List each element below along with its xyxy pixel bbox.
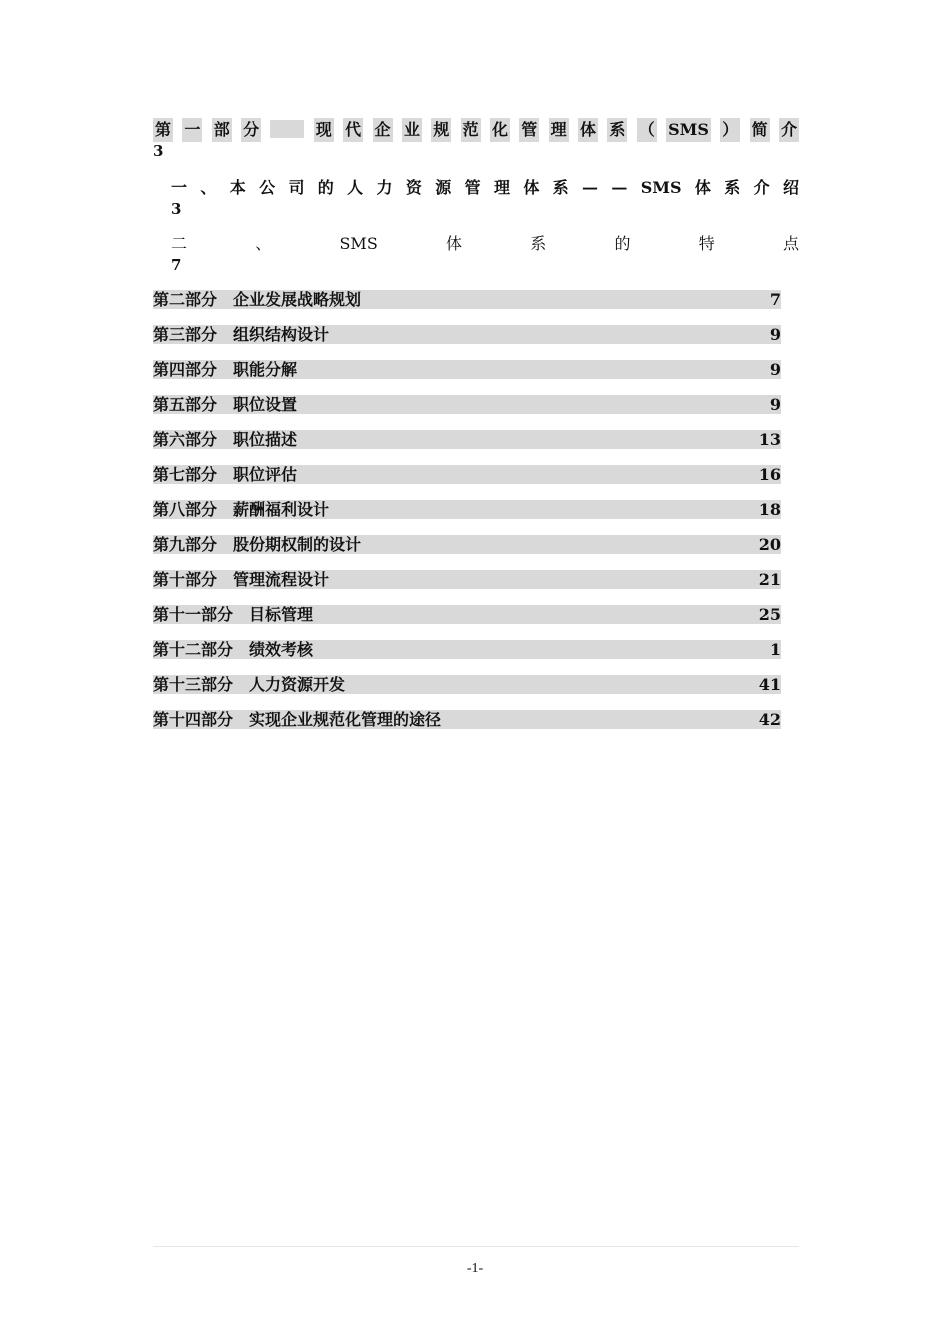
toc-char: — [611, 178, 628, 197]
toc-part-list [153, 290, 799, 729]
toc-char: 业 [402, 118, 422, 142]
toc-char: 现 [314, 118, 334, 142]
toc-char: ） [720, 118, 740, 142]
toc-char: 简 [750, 118, 770, 142]
toc-entry-title: 第十一部分 目标管理 [153, 605, 314, 624]
toc-entry-part-12[interactable] [153, 640, 781, 659]
toc-char: 、 [200, 178, 217, 197]
footer-page-number: -1- [466, 1261, 484, 1276]
toc-char: 部 [212, 118, 232, 142]
toc-page-number: 9 [769, 395, 781, 414]
toc-char: 化 [490, 118, 510, 142]
toc-char: 体 [523, 178, 540, 197]
toc-entry-title: 第二部分 企业发展战略规划 [153, 290, 362, 309]
toc-char: 管 [464, 178, 481, 197]
toc-entry-title: 第十三部分 人力资源开发 [153, 675, 346, 694]
toc-page-number: 20 [758, 535, 781, 554]
toc-entry-title: 第四部分 职能分解 [153, 360, 298, 379]
toc-char: 体 [694, 178, 711, 197]
toc-char: 体 [578, 118, 598, 142]
toc-entry-title: 第七部分 职位评估 [153, 465, 298, 484]
toc-page-number: 1 [769, 640, 781, 659]
toc-char: 点 [782, 234, 799, 253]
toc-char: 管 [519, 118, 539, 142]
toc-entry-title: 第十二部分 绩效考核 [153, 640, 314, 659]
toc-subentry-2[interactable] [171, 232, 799, 274]
toc-char: 本 [229, 178, 246, 197]
toc-char: 代 [343, 118, 363, 142]
toc-page-number: 25 [758, 605, 781, 624]
toc-char: 力 [376, 178, 393, 197]
toc-char: 理 [493, 178, 510, 197]
toc-page-number: 9 [769, 360, 781, 379]
toc-page-number: 16 [758, 465, 781, 484]
toc-char: 系 [552, 178, 569, 197]
toc-entry-part-6[interactable] [153, 430, 781, 449]
toc-entry-part-14[interactable] [153, 710, 781, 729]
toc-subentry-1-title [171, 176, 799, 200]
toc-entry-title: 第八部分 薪酬福利设计 [153, 500, 330, 519]
toc-page-number: 42 [758, 710, 781, 729]
footer-divider [153, 1246, 799, 1247]
toc-char: 人 [347, 178, 364, 197]
toc-char: 体 [446, 234, 463, 253]
toc-char: 企 [373, 118, 393, 142]
toc-char: 特 [698, 234, 715, 253]
toc-entry-part-1[interactable] [153, 118, 799, 160]
toc-char: 系 [724, 178, 741, 197]
toc-page-number: 7 [769, 290, 781, 309]
toc-char: SMS [666, 118, 711, 142]
toc-char: 范 [461, 118, 481, 142]
toc-char: 理 [549, 118, 569, 142]
toc-char: （ [637, 118, 657, 142]
toc-char: 绍 [782, 178, 799, 197]
table-of-contents [153, 116, 799, 745]
toc-subentry-2-title [171, 232, 799, 256]
toc-char: 一 [182, 118, 202, 142]
toc-char: 一 [171, 178, 188, 197]
toc-entry-title: 第五部分 职位设置 [153, 395, 298, 414]
toc-page-number: 41 [758, 675, 781, 694]
toc-entry-title: 第六部分 职位描述 [153, 430, 298, 449]
toc-char: 资 [405, 178, 422, 197]
toc-char: — [582, 178, 599, 197]
toc-page-number: 18 [758, 500, 781, 519]
toc-page-number: 9 [769, 325, 781, 344]
toc-subentry-1[interactable] [171, 176, 799, 218]
toc-char: SMS [640, 178, 682, 197]
toc-entry-title: 第十四部分 实现企业规范化管理的途径 [153, 710, 442, 729]
toc-char: 的 [614, 234, 631, 253]
toc-char: 系 [607, 118, 627, 142]
toc-entry-part-2[interactable] [153, 290, 781, 309]
toc-entry-part-13[interactable] [153, 675, 781, 694]
toc-char: 、 [255, 234, 272, 253]
toc-entry-title: 第三部分 组织结构设计 [153, 325, 330, 344]
toc-entry-part-7[interactable] [153, 465, 781, 484]
toc-char: SMS [339, 234, 378, 253]
toc-gap [270, 120, 304, 138]
toc-char: 的 [317, 178, 334, 197]
toc-char: 规 [431, 118, 451, 142]
toc-page-number: 7 [171, 256, 182, 274]
toc-char: 系 [530, 234, 547, 253]
toc-entry-part-10[interactable] [153, 570, 781, 589]
toc-entry-part-5[interactable] [153, 395, 781, 414]
toc-char: 司 [288, 178, 305, 197]
toc-char: 分 [241, 118, 261, 142]
toc-entry-part-11[interactable] [153, 605, 781, 624]
toc-entry-part-1-title [153, 118, 799, 142]
toc-page-number: 21 [758, 570, 781, 589]
toc-char: 介 [753, 178, 770, 197]
toc-char: 介 [779, 118, 799, 142]
toc-entry-part-3[interactable] [153, 325, 781, 344]
toc-entry-title: 第九部分 股份期权制的设计 [153, 535, 362, 554]
toc-char: 源 [435, 178, 452, 197]
toc-page-number: 3 [171, 200, 182, 218]
toc-entry-part-9[interactable] [153, 535, 781, 554]
toc-page-number: 13 [758, 430, 781, 449]
toc-char: 二 [171, 234, 188, 253]
toc-char: 公 [259, 178, 276, 197]
toc-entry-title: 第十部分 管理流程设计 [153, 570, 330, 589]
toc-page-number: 3 [153, 142, 164, 160]
toc-entry-part-8[interactable] [153, 500, 781, 519]
toc-char: 第 [153, 118, 173, 142]
toc-entry-part-4[interactable] [153, 360, 781, 379]
